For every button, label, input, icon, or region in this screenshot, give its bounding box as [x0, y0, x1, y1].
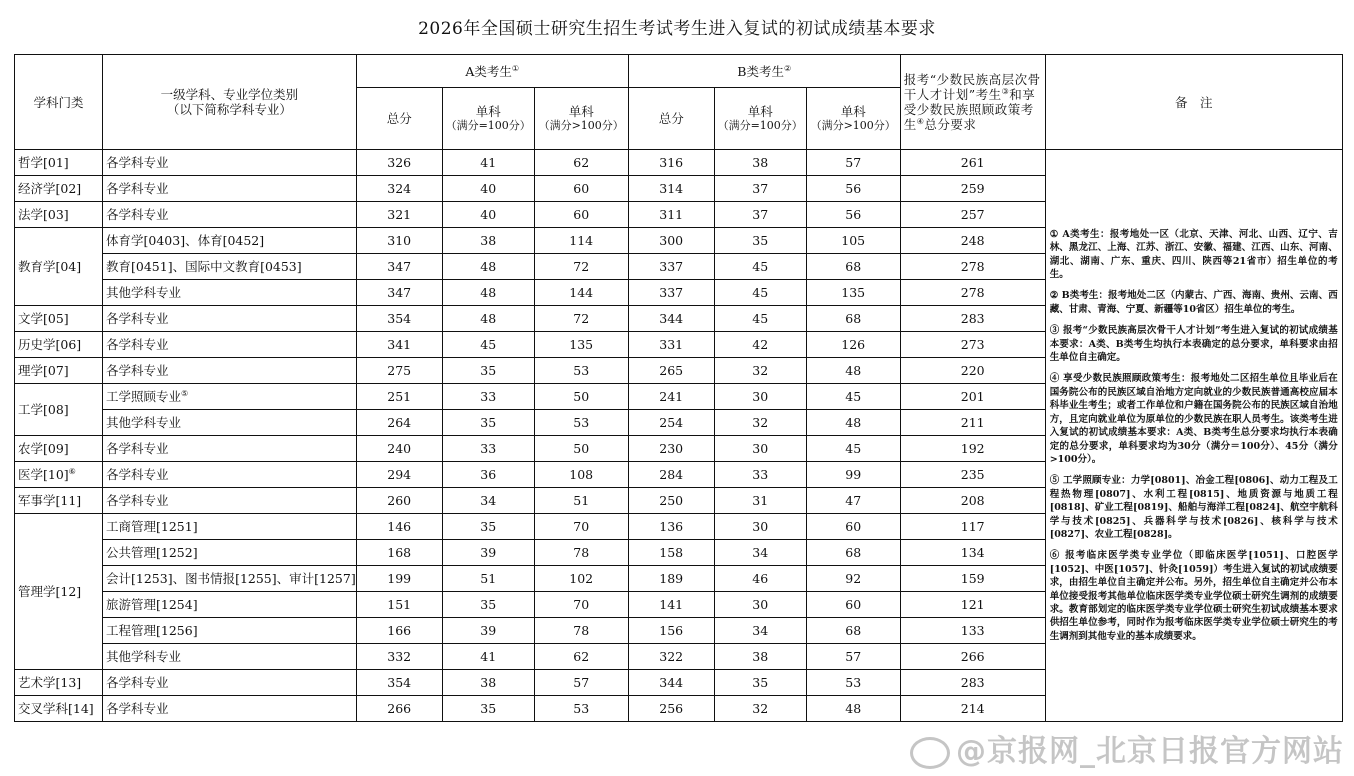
score-minority: 266 — [900, 644, 1045, 670]
header-group-a — [356, 55, 628, 88]
score-b-total: 311 — [628, 202, 714, 228]
subject-label: 各学科专业 — [106, 181, 169, 196]
score-a-total: 347 — [356, 280, 442, 306]
score-minority: 192 — [900, 436, 1045, 462]
score-b-s100: 46 — [714, 566, 806, 592]
score-b-total: 241 — [628, 384, 714, 410]
subject-label: 旅游管理[1254] — [106, 597, 198, 612]
score-a-sgt: 70 — [534, 592, 628, 618]
remark-note: ⑥ 报考临床医学类专业学位（即临床医学[1051]、口腔医学[1052]、中医[1057]、针灸[1059]）考生进入复试的初试成绩要求，由招生单位自主确定并公布。另外，招生单位自主确定并公布本单位接受报考其他单位临床医学类专业学位硕士研究生调剂的成绩要求。教育部划定的临床医学类专业学位硕士研究生初试成绩基本要求供招生单位参考，同时作为报考临床医学类专业学位硕士研究生的考生调剂到其他专业的基本成绩要求。 — [1049, 550, 1338, 642]
header-a-single-gt100 — [534, 88, 628, 150]
score-b-total: 331 — [628, 332, 714, 358]
score-a-total: 341 — [356, 332, 442, 358]
header-b-single: 单科 — [747, 104, 773, 119]
score-minority: 214 — [900, 696, 1045, 722]
subject-label: 各学科专业 — [106, 493, 169, 508]
subject-label: 各学科专业 — [106, 155, 169, 170]
score-minority: 211 — [900, 410, 1045, 436]
score-b-total: 314 — [628, 176, 714, 202]
score-a-sgt: 135 — [534, 332, 628, 358]
score-b-s100: 32 — [714, 358, 806, 384]
score-a-sgt: 50 — [534, 436, 628, 462]
score-a-s100: 41 — [442, 644, 534, 670]
subject-label: 工学照顾专业 — [106, 389, 182, 404]
score-a-s100: 40 — [442, 176, 534, 202]
subject-cell — [103, 514, 357, 540]
score-minority: 121 — [900, 592, 1045, 618]
score-a-s100: 51 — [442, 566, 534, 592]
score-a-sgt: 102 — [534, 566, 628, 592]
score-minority: 133 — [900, 618, 1045, 644]
score-a-s100: 35 — [442, 696, 534, 722]
header-minority-sup1: ③ — [1001, 86, 1010, 96]
subject-cell — [103, 150, 357, 176]
score-b-sgt: 57 — [806, 150, 900, 176]
score-b-total: 316 — [628, 150, 714, 176]
score-a-total: 168 — [356, 540, 442, 566]
score-a-total: 332 — [356, 644, 442, 670]
discipline-label: 法学[03] — [18, 207, 69, 222]
score-minority: 248 — [900, 228, 1045, 254]
score-a-sgt: 53 — [534, 410, 628, 436]
subject-cell — [103, 228, 357, 254]
score-a-sgt: 50 — [534, 384, 628, 410]
header-group-a-label: A类考生 — [465, 63, 512, 79]
score-minority: 261 — [900, 150, 1045, 176]
score-b-total: 136 — [628, 514, 714, 540]
subject-label: 各学科专业 — [106, 441, 169, 456]
score-a-total: 251 — [356, 384, 442, 410]
score-minority: 278 — [900, 254, 1045, 280]
score-a-s100: 38 — [442, 228, 534, 254]
header-minority-2: 和享受少数民族照顾政策考生 — [903, 87, 1036, 132]
remark-note: ④ 享受少数民族照顾政策考生：报考地处二区招生单位且毕业后在国务院公布的民族区域自治地方定向就业的少数民族普通高校应届本科毕业生考生；或者工作单位和户籍在国务院公布的民族区域自治地方，且定向就业单位为原单位的少数民族在职人员考生。该类考生进入复试的初试成绩基本要求：A类、B类考生总分要求均执行本表确定的总分要求，单科要求均为30分（满分＝100分）、45分（满分>100分）。 — [1049, 373, 1338, 465]
score-a-sgt: 60 — [534, 176, 628, 202]
score-minority: 283 — [900, 670, 1045, 696]
score-b-sgt: 56 — [806, 176, 900, 202]
score-b-s100: 37 — [714, 202, 806, 228]
subject-cell — [103, 410, 357, 436]
header-minority-1: 报考“少数民族高层次骨干人才计划”考生 — [903, 72, 1041, 102]
header-minority — [900, 55, 1045, 150]
score-b-sgt: 99 — [806, 462, 900, 488]
subject-label: 各学科专业 — [106, 467, 169, 482]
subject-cell — [103, 332, 357, 358]
score-b-s100: 42 — [714, 332, 806, 358]
score-table — [14, 54, 1343, 722]
score-a-s100: 48 — [442, 306, 534, 332]
discipline-label: 哲学[01] — [18, 155, 69, 170]
score-a-s100: 40 — [442, 202, 534, 228]
subject-label: 公共管理[1252] — [106, 545, 198, 560]
subject-label: 工商管理[1251] — [106, 519, 198, 534]
header-group-b-label: B类考生 — [737, 63, 784, 79]
discipline-label: 管理学[12] — [18, 584, 82, 599]
subject-cell — [103, 540, 357, 566]
score-a-sgt: 78 — [534, 618, 628, 644]
header-b-single-le100 — [714, 88, 806, 150]
score-b-s100: 34 — [714, 540, 806, 566]
remark-note: ⑤ 工学照顾专业：力学[0801]、冶金工程[0806]、动力工程及工程热物理[0807]、水利工程[0815]、地质资源与地质工程[0818]、矿业工程[0819]、船舶与海洋工程[0824]、航空宇航科学与技术[0825]、兵器科学与技术[0826]、核科学与技术[0827]、农业工程[0828]。 — [1049, 475, 1338, 540]
score-b-total: 158 — [628, 540, 714, 566]
header-b-single-le100-note: （满分=100分） — [717, 119, 803, 132]
score-b-sgt: 68 — [806, 618, 900, 644]
discipline-cell — [15, 670, 103, 696]
score-minority: 273 — [900, 332, 1045, 358]
score-b-total: 254 — [628, 410, 714, 436]
score-a-total: 260 — [356, 488, 442, 514]
subject-cell — [103, 384, 357, 410]
discipline-label: 教育学[04] — [18, 259, 82, 274]
score-a-s100: 38 — [442, 670, 534, 696]
score-a-total: 347 — [356, 254, 442, 280]
score-minority: 283 — [900, 306, 1045, 332]
score-b-s100: 30 — [714, 592, 806, 618]
weibo-icon — [910, 737, 950, 769]
header-a-total: 总分 — [356, 88, 442, 150]
watermark — [910, 726, 1344, 770]
header-minority-sup2: ④ — [916, 116, 925, 126]
discipline-cell — [15, 462, 103, 488]
score-b-total: 344 — [628, 670, 714, 696]
score-b-s100: 35 — [714, 670, 806, 696]
score-b-sgt: 56 — [806, 202, 900, 228]
score-a-total: 266 — [356, 696, 442, 722]
discipline-cell — [15, 514, 103, 670]
score-b-s100: 38 — [714, 150, 806, 176]
score-b-s100: 31 — [714, 488, 806, 514]
score-a-total: 354 — [356, 670, 442, 696]
score-a-s100: 35 — [442, 410, 534, 436]
discipline-label: 军事学[11] — [18, 493, 82, 508]
score-a-total: 264 — [356, 410, 442, 436]
score-minority: 159 — [900, 566, 1045, 592]
score-b-total: 337 — [628, 254, 714, 280]
subject-cell — [103, 202, 357, 228]
score-a-total: 294 — [356, 462, 442, 488]
watermark-text: @京报网_北京日报官方网站 — [956, 734, 1344, 769]
score-b-sgt: 68 — [806, 540, 900, 566]
score-b-s100: 33 — [714, 462, 806, 488]
discipline-label: 历史学[06] — [18, 337, 82, 352]
score-minority: 201 — [900, 384, 1045, 410]
discipline-label: 经济学[02] — [18, 181, 82, 196]
header-a-single-2: 单科 — [568, 104, 594, 119]
subject-cell — [103, 358, 357, 384]
header-subject-line2: （以下简称学科专业） — [166, 102, 292, 117]
header-b-total: 总分 — [628, 88, 714, 150]
score-a-sgt: 144 — [534, 280, 628, 306]
score-b-sgt: 105 — [806, 228, 900, 254]
discipline-cell — [15, 696, 103, 722]
header-minority-3: 总分要求 — [924, 117, 977, 132]
discipline-cell — [15, 488, 103, 514]
score-b-total: 189 — [628, 566, 714, 592]
score-b-sgt: 53 — [806, 670, 900, 696]
score-b-total: 250 — [628, 488, 714, 514]
subject-cell — [103, 566, 357, 592]
header-remarks: 备 注 — [1045, 55, 1342, 150]
discipline-label: 交叉学科[14] — [18, 701, 94, 716]
score-a-sgt: 53 — [534, 696, 628, 722]
score-b-total: 141 — [628, 592, 714, 618]
score-a-sgt: 60 — [534, 202, 628, 228]
header-subject-line1: 一级学科、专业学位类别 — [160, 87, 299, 102]
header-a-single-le100-note: （满分=100分） — [445, 119, 531, 132]
score-minority: 117 — [900, 514, 1045, 540]
discipline-cell — [15, 384, 103, 436]
subject-label: 体育学[0403]、体育[0452] — [106, 233, 265, 248]
score-b-s100: 30 — [714, 436, 806, 462]
remark-note: ② B类考生：报考地处二区（内蒙古、广西、海南、贵州、云南、西藏、甘肃、青海、宁夏、新疆等10省区）招生单位的考生。 — [1049, 290, 1338, 315]
score-a-sgt: 78 — [534, 540, 628, 566]
header-b-single-gt100-note: （满分>100分） — [810, 119, 896, 132]
discipline-label: 医学[10] — [18, 467, 69, 482]
score-b-sgt: 45 — [806, 384, 900, 410]
score-b-s100: 30 — [714, 384, 806, 410]
header-b-single-gt100 — [806, 88, 900, 150]
score-a-sgt: 114 — [534, 228, 628, 254]
score-a-total: 151 — [356, 592, 442, 618]
discipline-cell — [15, 176, 103, 202]
subject-label: 其他学科专业 — [106, 285, 182, 300]
discipline-cell — [15, 436, 103, 462]
subject-cell — [103, 670, 357, 696]
subject-label: 各学科专业 — [106, 311, 169, 326]
header-subject — [103, 55, 357, 150]
score-b-sgt: 45 — [806, 436, 900, 462]
score-b-s100: 37 — [714, 176, 806, 202]
subject-label: 各学科专业 — [106, 701, 169, 716]
score-a-total: 199 — [356, 566, 442, 592]
header-group-b — [628, 55, 900, 88]
score-a-sgt: 62 — [534, 644, 628, 670]
discipline-label: 文学[05] — [18, 311, 69, 326]
score-b-sgt: 47 — [806, 488, 900, 514]
score-minority: 259 — [900, 176, 1045, 202]
score-b-total: 256 — [628, 696, 714, 722]
score-b-s100: 35 — [714, 228, 806, 254]
discipline-label: 农学[09] — [18, 441, 69, 456]
discipline-label: 艺术学[13] — [18, 675, 82, 690]
score-a-total: 310 — [356, 228, 442, 254]
score-a-s100: 33 — [442, 436, 534, 462]
subject-label: 工程管理[1256] — [106, 623, 198, 638]
header-discipline: 学科门类 — [15, 55, 103, 150]
score-a-total: 354 — [356, 306, 442, 332]
score-b-s100: 32 — [714, 410, 806, 436]
subject-label: 各学科专业 — [106, 207, 169, 222]
header-group-a-sup: ① — [511, 63, 520, 73]
score-b-total: 300 — [628, 228, 714, 254]
discipline-cell — [15, 358, 103, 384]
score-a-s100: 45 — [442, 332, 534, 358]
score-a-s100: 48 — [442, 280, 534, 306]
score-minority: 278 — [900, 280, 1045, 306]
subject-cell — [103, 436, 357, 462]
subject-cell — [103, 462, 357, 488]
score-a-sgt: 108 — [534, 462, 628, 488]
score-b-sgt: 126 — [806, 332, 900, 358]
score-minority: 257 — [900, 202, 1045, 228]
score-b-sgt: 68 — [806, 306, 900, 332]
score-b-total: 265 — [628, 358, 714, 384]
score-b-s100: 38 — [714, 644, 806, 670]
discipline-cell — [15, 150, 103, 176]
remark-note: ③ 报考“少数民族高层次骨干人才计划”考生进入复试的初试成绩基本要求：A类、B类考生均执行本表确定的总分要求，单科要求由招生单位自主确定。 — [1049, 325, 1338, 364]
subject-label: 各学科专业 — [106, 363, 169, 378]
score-b-sgt: 57 — [806, 644, 900, 670]
score-a-total: 240 — [356, 436, 442, 462]
subject-label: 会计[1253]、图书情报[1255]、审计[1257] — [106, 571, 356, 586]
score-b-sgt: 68 — [806, 254, 900, 280]
score-a-sgt: 57 — [534, 670, 628, 696]
score-a-s100: 36 — [442, 462, 534, 488]
header-a-single-gt100-note: （满分>100分） — [538, 119, 624, 132]
score-b-s100: 34 — [714, 618, 806, 644]
score-a-total: 275 — [356, 358, 442, 384]
table-row — [15, 150, 1343, 176]
header-a-single: 单科 — [475, 104, 501, 119]
score-b-total: 230 — [628, 436, 714, 462]
score-a-sgt: 53 — [534, 358, 628, 384]
score-a-sgt: 72 — [534, 254, 628, 280]
subject-cell — [103, 306, 357, 332]
score-b-total: 284 — [628, 462, 714, 488]
discipline-cell — [15, 202, 103, 228]
remark-note: ① A类考生：报考地处一区（北京、天津、河北、山西、辽宁、吉林、黑龙江、上海、江苏、浙江、安徽、福建、江西、山东、河南、湖北、湖南、广东、重庆、四川、陕西等21省市）招生单位的考生。 — [1049, 228, 1338, 281]
score-minority: 235 — [900, 462, 1045, 488]
subject-cell — [103, 644, 357, 670]
score-a-s100: 39 — [442, 540, 534, 566]
subject-label: 其他学科专业 — [106, 415, 182, 430]
score-a-s100: 35 — [442, 592, 534, 618]
score-a-s100: 35 — [442, 358, 534, 384]
score-a-s100: 34 — [442, 488, 534, 514]
score-b-sgt: 48 — [806, 696, 900, 722]
subject-cell — [103, 280, 357, 306]
score-b-sgt: 60 — [806, 592, 900, 618]
subject-footnote: ⑤ — [181, 388, 189, 398]
score-minority: 220 — [900, 358, 1045, 384]
score-a-sgt: 51 — [534, 488, 628, 514]
discipline-cell — [15, 332, 103, 358]
score-b-sgt: 135 — [806, 280, 900, 306]
discipline-footnote: ⑥ — [68, 466, 76, 476]
score-a-s100: 35 — [442, 514, 534, 540]
score-b-s100: 32 — [714, 696, 806, 722]
subject-cell — [103, 176, 357, 202]
score-b-total: 337 — [628, 280, 714, 306]
subject-cell — [103, 254, 357, 280]
discipline-cell — [15, 228, 103, 306]
score-b-s100: 45 — [714, 280, 806, 306]
score-a-total: 326 — [356, 150, 442, 176]
score-b-sgt: 60 — [806, 514, 900, 540]
score-a-total: 146 — [356, 514, 442, 540]
header-a-single-le100 — [442, 88, 534, 150]
header-b-single-2: 单科 — [840, 104, 866, 119]
score-a-s100: 41 — [442, 150, 534, 176]
remarks-cell — [1045, 150, 1342, 722]
discipline-cell — [15, 306, 103, 332]
score-b-total: 322 — [628, 644, 714, 670]
score-a-s100: 48 — [442, 254, 534, 280]
subject-cell — [103, 488, 357, 514]
score-b-s100: 45 — [714, 306, 806, 332]
score-b-sgt: 92 — [806, 566, 900, 592]
score-minority: 208 — [900, 488, 1045, 514]
score-a-s100: 33 — [442, 384, 534, 410]
subject-label: 教育[0451]、国际中文教育[0453] — [106, 259, 302, 274]
score-a-sgt: 70 — [534, 514, 628, 540]
score-b-s100: 30 — [714, 514, 806, 540]
score-minority: 134 — [900, 540, 1045, 566]
score-a-sgt: 72 — [534, 306, 628, 332]
discipline-label: 工学[08] — [18, 402, 69, 417]
score-b-total: 344 — [628, 306, 714, 332]
subject-label: 其他学科专业 — [106, 649, 182, 664]
subject-label: 各学科专业 — [106, 337, 169, 352]
subject-cell — [103, 592, 357, 618]
score-a-total: 321 — [356, 202, 442, 228]
discipline-label: 理学[07] — [18, 363, 69, 378]
page-title: 2026年全国硕士研究生招生考试考生进入复试的初试成绩基本要求 — [418, 19, 936, 39]
score-b-total: 156 — [628, 618, 714, 644]
subject-cell — [103, 696, 357, 722]
score-b-sgt: 48 — [806, 358, 900, 384]
score-a-total: 324 — [356, 176, 442, 202]
score-a-sgt: 62 — [534, 150, 628, 176]
subject-cell — [103, 618, 357, 644]
score-b-sgt: 48 — [806, 410, 900, 436]
score-b-s100: 45 — [714, 254, 806, 280]
header-group-b-sup: ② — [783, 63, 792, 73]
subject-label: 各学科专业 — [106, 675, 169, 690]
score-a-total: 166 — [356, 618, 442, 644]
score-a-s100: 39 — [442, 618, 534, 644]
